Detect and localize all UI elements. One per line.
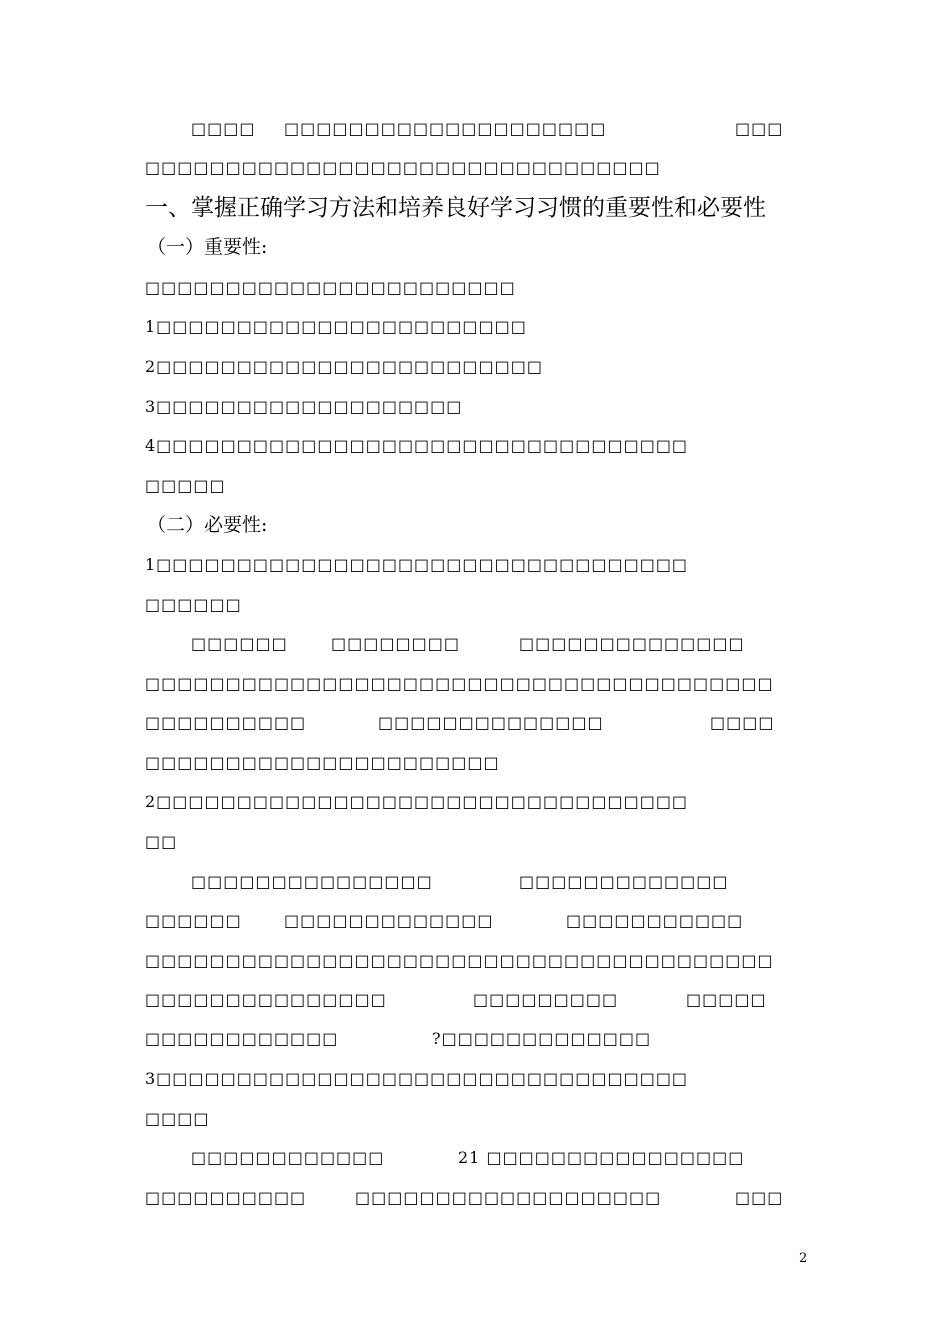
text-line: □□□□□□ [145, 911, 242, 930]
text-line: □□□□□ [145, 476, 226, 495]
text-line: □□□□□□□□□□□□□□□ [191, 872, 433, 891]
subsection-heading: （一）重要性: [147, 236, 268, 258]
text-line: □□□□□□□□□□ [145, 713, 307, 732]
text-line: □□□□□□□□□□□□□□□□□□□□□□□ [145, 278, 516, 297]
text-line: □□□□□□□□□ [473, 990, 619, 1009]
text-line: □□□□□□□□□□□□□ [519, 872, 729, 891]
text-line: □□□□□□□□□□□□□ [284, 911, 494, 930]
text-line: □□ [145, 832, 178, 851]
text-line: □□□□□□□□□□□□□□□□□□□□□□□□□□□□□□□□□□□□□□□ [145, 951, 774, 970]
text-line: □□□□□□ [191, 634, 288, 653]
text-line: □□□□ [145, 1109, 210, 1128]
subsection-heading: （二）必要性: [147, 514, 268, 536]
text-line: □□□□□ [686, 990, 767, 1009]
list-item: 1□□□□□□□□□□□□□□□□□□□□□□□□□□□□□□□□□ [145, 555, 689, 574]
text-line: 21 □□□□□□□□□□□□□□□□ [458, 1148, 745, 1167]
text-line: □□□□□□□□□□□□ [145, 1029, 339, 1048]
list-item: 3□□□□□□□□□□□□□□□□□□□ [145, 397, 463, 416]
text-line: □□□□□□□□□□□□□□□ [145, 990, 387, 1009]
text-line: □□□□□□□□□□□□□□□□□□□ [355, 1188, 662, 1207]
list-item: 1□□□□□□□□□□□□□□□□□□□□□□□ [145, 317, 527, 336]
text-line: □□□ [735, 119, 784, 138]
text-line: □□□□□□□□□□□□□□□□□□□□□□□□□□□□□□□□□□□□□□□ [145, 674, 774, 693]
text-line: □□□ [735, 1188, 784, 1207]
text-line: ?□□□□□□□□□□□□□ [432, 1029, 652, 1048]
text-line: □□□□□□□□□□□□□□□□□□□□ [284, 119, 607, 138]
text-line: □□□□□□□□□□□□□□ [378, 713, 604, 732]
text-line: □□□□□□□□□□□□□□□□□□□□□□□□□□□□□□□□ [145, 158, 661, 177]
text-line: □□□□ [191, 119, 256, 138]
text-line: □□□□□□□□ [331, 634, 460, 653]
text-line: □□□□□□□□□□□□ [191, 1148, 385, 1167]
page-number: 2 [799, 1251, 808, 1266]
list-item: 2□□□□□□□□□□□□□□□□□□□□□□□□□□□□□□□□□ [145, 792, 689, 811]
list-item: 3□□□□□□□□□□□□□□□□□□□□□□□□□□□□□□□□□ [145, 1069, 689, 1088]
list-item: 4□□□□□□□□□□□□□□□□□□□□□□□□□□□□□□□□□ [145, 436, 689, 455]
list-item: 2□□□□□□□□□□□□□□□□□□□□□□□□ [145, 357, 543, 376]
text-line: □□□□□□□□□□ [145, 1188, 307, 1207]
section-heading: 一、掌握正确学习方法和培养良好学习习惯的重要性和必要性 [145, 195, 766, 221]
text-line: □□□□□□□□□□□ [566, 911, 744, 930]
text-line: □□□□ [710, 713, 775, 732]
text-line: □□□□□□□□□□□□□□□□□□□□□□ [145, 753, 500, 772]
text-line: □□□□□□□□□□□□□□ [519, 634, 745, 653]
text-line: □□□□□□ [145, 595, 242, 614]
